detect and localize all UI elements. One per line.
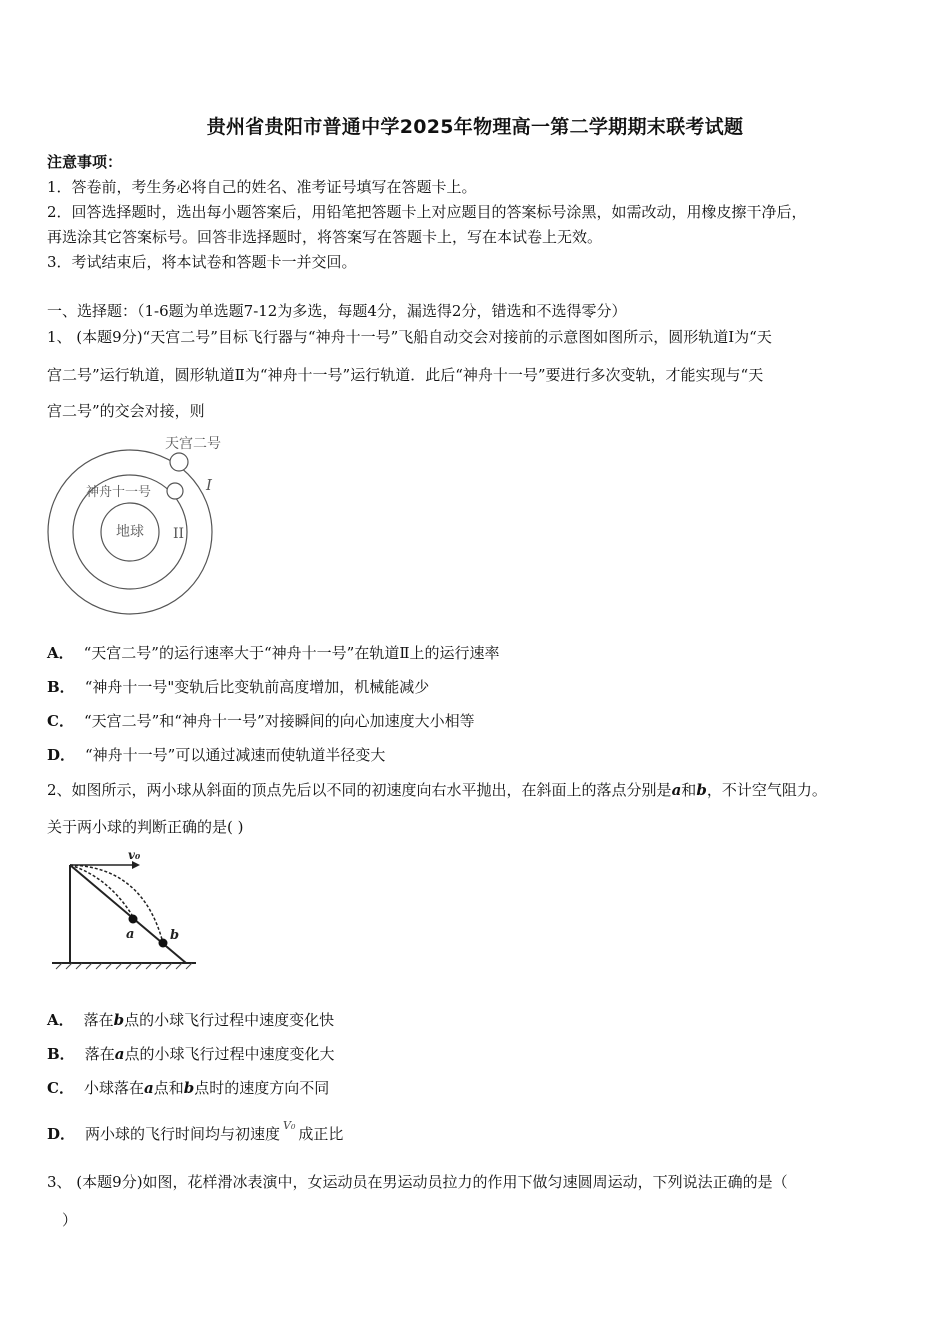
tiangong-icon xyxy=(170,453,188,471)
notice-item: 3．考试结束后，将本试卷和答题卡一并交回。 xyxy=(47,253,357,271)
q1-option-b[interactable] xyxy=(47,677,429,697)
option-letter: D． xyxy=(47,746,76,764)
point-b: b xyxy=(696,781,707,799)
option-text: 点时的速度方向不同 xyxy=(194,1079,330,1097)
notice-heading: 注意事项： xyxy=(47,153,123,171)
q1-stem-line: 1、 (本题9分)“天宫二号”目标飞行器与“神舟十一号”飞船自动交会对接前的示意图如图所示，圆形轨道Ⅰ为“天 xyxy=(47,328,772,346)
q2-option-b[interactable] xyxy=(47,1044,334,1064)
q2-stem-text: 2、如图所示，两小球从斜面的顶点先后以不同的初速度向右水平抛出，在斜面上的落点分别是 xyxy=(47,781,672,799)
ball-b xyxy=(159,939,168,948)
q3-stem-line: 3、 (本题9分)如图，花样滑冰表演中，女运动员在男运动员拉力的作用下做匀速圆周运动，下列说法正确的是（ xyxy=(47,1173,788,1191)
q1-option-a[interactable] xyxy=(47,643,500,663)
orbit-diagram xyxy=(40,430,240,615)
option-letter: B． xyxy=(47,678,75,696)
shenzhou-icon xyxy=(167,483,183,499)
q2-option-c[interactable] xyxy=(47,1078,329,1098)
shenzhou-label: 神舟十一号 xyxy=(86,485,152,500)
orbit-2-label: II xyxy=(173,526,185,542)
option-text: 点的小球飞行过程中速度变化大 xyxy=(124,1045,335,1063)
page-title: 贵州省贵阳市普通中学2025年物理高一第二学期期末联考试题 xyxy=(206,116,744,138)
option-var: a xyxy=(143,1079,154,1097)
option-text: “神舟十一号”可以通过减速而使轨道半径变大 xyxy=(85,746,386,764)
tiangong-label: 天宫二号 xyxy=(165,436,221,452)
option-text: 点的小球飞行过程中速度变化快 xyxy=(124,1011,335,1029)
v0-arrowhead xyxy=(132,861,140,869)
option-text: 落在 xyxy=(84,1045,115,1063)
option-text: 小球落在 xyxy=(83,1079,144,1097)
q1-option-d[interactable] xyxy=(47,745,385,765)
incline-diagram xyxy=(48,845,208,975)
earth-label: 地球 xyxy=(116,524,144,540)
q2-option-a[interactable] xyxy=(47,1010,334,1030)
q3-stem-line: ） xyxy=(62,1211,78,1229)
option-var: a xyxy=(114,1045,125,1063)
orbit-1-label: I xyxy=(206,476,212,494)
q1-stem-line: 宫二号”的交会对接，则 xyxy=(47,402,205,420)
option-text: 成正比 xyxy=(298,1125,344,1143)
option-text: “神舟十一号"变轨后比变轨前高度增加，机械能减少 xyxy=(84,678,430,696)
option-var: b xyxy=(113,1011,125,1029)
option-text: “天宫二号”和“神舟十一号”对接瞬间的向心加速度大小相等 xyxy=(83,712,475,730)
incline-line xyxy=(70,865,186,963)
option-text: 两小球的飞行时间均与初速度 xyxy=(85,1125,281,1143)
option-letter: B． xyxy=(47,1045,75,1063)
notice-item: 再选涂其它答案标号。回答非选择题时，将答案写在答题卡上，写在本试卷上无效。 xyxy=(47,228,603,246)
option-letter: D． xyxy=(47,1125,76,1143)
point-a: a xyxy=(671,781,682,799)
q2-stem-tail: ，不计空气阻力。 xyxy=(706,781,827,799)
option-var: b xyxy=(183,1079,195,1097)
q2-stem-line xyxy=(47,780,827,800)
option-letter: C． xyxy=(47,712,74,730)
notice-item: 1．答卷前，考生务必将自己的姓名、准考证号填写在答题卡上。 xyxy=(47,178,477,196)
q1-option-c[interactable] xyxy=(47,711,475,731)
option-text: “天宫二号”的运行速率大于“神舟十一号”在轨道Ⅱ上的运行速率 xyxy=(83,644,500,662)
option-var-v0: V₀ xyxy=(283,1119,296,1132)
q1-stem-line: 宫二号”运行轨道，圆形轨道Ⅱ为“神舟十一号”运行轨道．此后“神舟十一号”要进行多次变轨，才能实现与“天 xyxy=(47,366,764,384)
option-letter: C． xyxy=(47,1079,74,1097)
ball-a-label: a xyxy=(126,927,135,942)
option-letter: A． xyxy=(47,644,74,662)
q2-stem-and: 和 xyxy=(681,781,697,799)
option-letter: A． xyxy=(47,1011,74,1029)
section-heading: 一、选择题：（1-6题为单选题7-12为多选，每题4分，漏选得2分，错选和不选得零分） xyxy=(47,302,627,320)
q2-stem-line: 关于两小球的判断正确的是( ) xyxy=(47,818,244,836)
v0-label: v₀ xyxy=(128,848,141,862)
q2-option-d[interactable] xyxy=(47,1119,344,1146)
ball-a xyxy=(129,915,138,924)
option-text: 落在 xyxy=(83,1011,114,1029)
ball-b-label: b xyxy=(170,928,180,943)
option-text: 点和 xyxy=(153,1079,184,1097)
notice-item: 2．回答选择题时，选出每小题答案后，用铅笔把答题卡上对应题目的答案标号涂黑，如需改动，用橡皮擦干净后， xyxy=(47,203,807,221)
